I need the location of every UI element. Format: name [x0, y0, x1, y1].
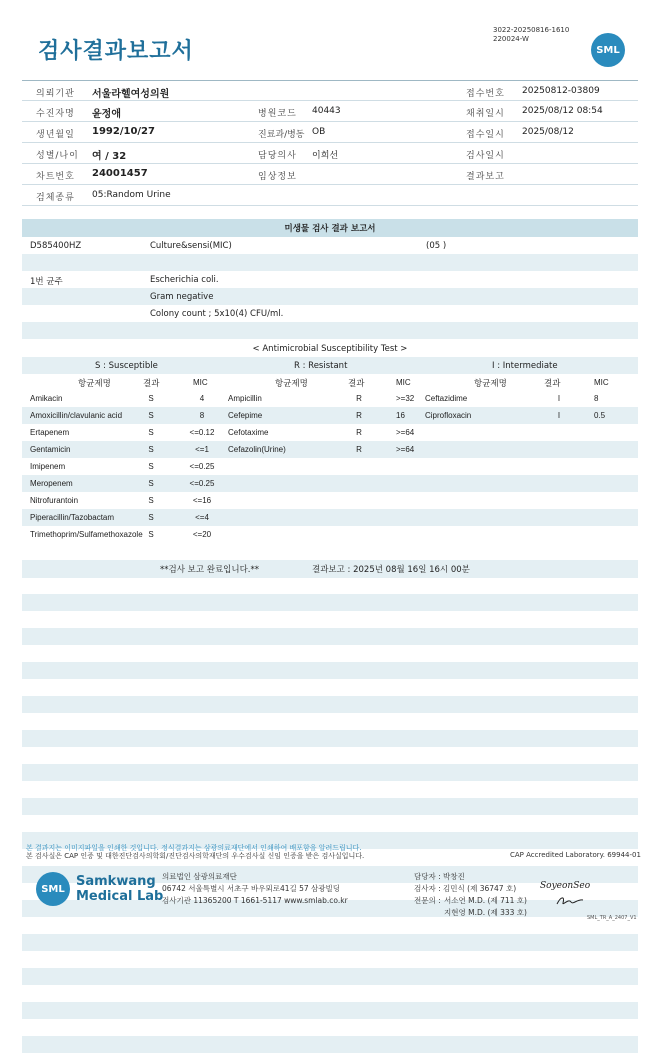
ast-title: < Antimicrobial Susceptibility Test > — [252, 344, 408, 354]
legend-resistant: R : Resistant — [294, 361, 348, 371]
drug-name: Cefepime — [228, 411, 263, 420]
result: R — [356, 411, 362, 420]
mic-value: 8 — [594, 394, 599, 403]
hospital-label: 의뢰기관 — [36, 89, 75, 99]
micro-section-title: 미생물 검사 결과 보고서 — [284, 224, 376, 234]
band — [22, 934, 638, 951]
mic-value: >=64 — [396, 445, 415, 454]
drug-name: Ampicillin — [228, 394, 262, 403]
band — [22, 798, 638, 815]
image-notice: 본 결과지는 이미지파일을 인쇄한 것입니다. 정식결과지는 삼광의료재단에서 인쇄하여 배포함을 알려드립니다. — [26, 844, 362, 852]
drug-name: Meropenem — [30, 479, 73, 488]
col-result-s: 결과 — [143, 379, 160, 389]
org-info — [162, 871, 348, 907]
result: S — [148, 411, 154, 420]
brand-line1: Samkwang — [76, 874, 156, 889]
hosp-code-value: 40443 — [312, 106, 341, 116]
specimen-value: 05:Random Urine — [92, 190, 171, 200]
signature-1: SoyeonSeo — [540, 881, 591, 891]
col-result-r: 결과 — [348, 379, 365, 389]
band — [22, 696, 638, 713]
document-id-line2: 220024-W — [493, 35, 529, 43]
band — [22, 254, 638, 271]
result: S — [148, 530, 154, 539]
dept-value: OB — [312, 127, 326, 137]
result: R — [356, 428, 362, 437]
mic-value: 8 — [199, 411, 205, 420]
band — [22, 288, 638, 305]
org-address: 06742 서울특별시 서초구 바우뫼로41길 57 삼광빌딩 — [162, 884, 341, 893]
mic-value: <=20 — [192, 530, 212, 539]
test-code: D585400HZ — [30, 241, 82, 251]
band — [22, 322, 638, 339]
mic-value: 0.5 — [594, 411, 606, 420]
drug-name: Amoxicillin/clavulanic acid — [30, 411, 123, 420]
drug-name: Ertapenem — [30, 428, 70, 437]
colony-count: Colony count ; 5x10(4) CFU/ml. — [150, 309, 284, 319]
hosp-code-label: 병원코드 — [258, 109, 297, 119]
mic-value: 4 — [199, 394, 205, 403]
result: S — [148, 428, 154, 437]
signers — [414, 871, 527, 919]
info-row-5 — [22, 164, 638, 185]
report-label: 결과보고 — [466, 172, 505, 182]
mic-value: <=16 — [192, 496, 212, 505]
form-id: SML_TR_A_2407_V1 — [587, 915, 637, 921]
band — [22, 968, 638, 985]
gram-stain: Gram negative — [150, 292, 214, 302]
result: S — [148, 479, 154, 488]
result: S — [148, 394, 154, 403]
birth-label: 생년월일 — [36, 130, 75, 140]
org-contact: 검사기관 11365200 T 1661-5117 www.smlab.co.kr — [162, 896, 348, 905]
org-name: 의료법인 삼광의료재단 — [162, 872, 237, 881]
signature-2 — [555, 894, 585, 908]
drug-name: Gentamicin — [30, 445, 71, 454]
document-id — [493, 26, 569, 44]
receipt-dt-label: 접수일시 — [466, 130, 505, 140]
mic-value: <=0.25 — [189, 479, 215, 488]
result: S — [148, 445, 154, 454]
col-drug-i: 항균제명 — [474, 379, 507, 389]
hospital-value: 서울라헬여성의원 — [92, 89, 170, 100]
result: R — [356, 445, 362, 454]
dept-label: 진료과/병동 — [258, 130, 305, 140]
mic-value: <=0.25 — [189, 462, 215, 471]
specialist-label: 전문의 : — [414, 896, 441, 905]
band — [22, 509, 638, 526]
report-time: 결과보고 : 2025년 08월 16일 16시 00분 — [312, 565, 470, 575]
doctor-label: 담당의사 — [258, 151, 297, 161]
result: S — [148, 496, 154, 505]
clinical-label: 임상정보 — [258, 172, 297, 182]
drug-name: Cefotaxime — [228, 428, 269, 437]
patient-label: 수진자명 — [36, 109, 75, 119]
result: I — [557, 411, 561, 420]
organism-label: 1번 균주 — [30, 277, 63, 287]
specialists-block — [414, 895, 527, 919]
specimen-label: 검체종류 — [36, 193, 75, 203]
mic-value: <=1 — [195, 445, 209, 454]
specialist-1: 서소연 M.D. (제 711 호) — [444, 896, 527, 905]
col-result-i: 결과 — [544, 379, 561, 389]
band — [22, 1036, 638, 1053]
test-sub-code: (05 ) — [426, 241, 447, 251]
sexage-value: 여 / 32 — [92, 151, 127, 162]
drug-name: Trimethoprim/Sulfamethoxazole — [30, 530, 143, 539]
doctor-value: 이희선 — [312, 151, 339, 161]
brand-name — [76, 874, 163, 904]
patient-value: 윤정애 — [92, 109, 121, 120]
band — [22, 1002, 638, 1019]
mic-value: >=64 — [396, 428, 415, 437]
col-mic-s: MIC — [193, 378, 208, 387]
band — [22, 764, 638, 781]
sexage-label: 성별/나이 — [36, 151, 79, 161]
info-row-6 — [22, 185, 638, 206]
band — [22, 441, 638, 458]
accreditation-notice: 본 검사실은 CAP 인증 및 대한진단검사의학회/진단검사의학재단의 우수검사실 신임 인증을 받은 검사실입니다. — [26, 852, 365, 860]
col-mic-i: MIC — [594, 378, 609, 387]
band — [22, 628, 638, 645]
test-name: Culture&sensi(MIC) — [150, 241, 232, 251]
chart-value: 24001457 — [92, 168, 148, 179]
sml-logo: SML — [591, 33, 625, 67]
document-id-line1: 3022-20250816-1610 — [493, 26, 570, 34]
band — [22, 475, 638, 492]
mic-value: 16 — [396, 411, 405, 420]
specialist-2: 지현영 M.D. (제 333 호) — [444, 908, 527, 917]
col-drug-r: 항균제명 — [275, 379, 308, 389]
receipt-no-value: 20250812-03809 — [522, 86, 600, 96]
drug-name: Cefazolin(Urine) — [228, 445, 286, 454]
sml-footer-logo: SML — [36, 872, 70, 906]
info-row-4 — [22, 143, 638, 164]
receipt-dt-value: 2025/08/12 — [522, 127, 574, 137]
report-title: 검사결과보고서 — [38, 39, 194, 64]
drug-name: Amikacin — [30, 394, 63, 403]
organism-name: Escherichia coli. — [150, 275, 219, 285]
manager: 담당자 : 박창진 — [414, 872, 465, 881]
result: S — [148, 513, 154, 522]
collect-dt-value: 2025/08/12 08:54 — [522, 106, 603, 116]
completion-text: **검사 보고 완료입니다.** — [160, 565, 260, 575]
collect-dt-label: 채취일시 — [466, 109, 505, 119]
col-mic-r: MIC — [396, 378, 411, 387]
result: I — [557, 394, 561, 403]
info-row-3 — [22, 122, 638, 143]
band — [22, 730, 638, 747]
drug-name: Imipenem — [30, 462, 66, 471]
col-drug-s: 항균제명 — [78, 379, 111, 389]
band — [22, 662, 638, 679]
drug-name: Nitrofurantoin — [30, 496, 79, 505]
drug-name: Piperacillin/Tazobactam — [30, 513, 115, 522]
drug-name: Ciprofloxacin — [425, 411, 472, 420]
test-dt-label: 검사일시 — [466, 151, 505, 161]
mic-value: >=32 — [396, 394, 415, 403]
legend-susceptible: S : Susceptible — [95, 361, 158, 371]
drug-name: Ceftazidime — [425, 394, 468, 403]
birth-value: 1992/10/27 — [92, 126, 155, 137]
receipt-no-label: 접수번호 — [466, 89, 505, 99]
result: S — [148, 462, 154, 471]
mic-value: <=4 — [195, 513, 209, 522]
tester: 검사자 : 김민식 (제 36747 호) — [414, 884, 517, 893]
info-row-2 — [22, 101, 638, 122]
legend-intermediate: I : Intermediate — [492, 361, 558, 371]
result: R — [356, 394, 362, 403]
info-row-1 — [22, 80, 638, 101]
cap-accreditation: CAP Accredited Laboratory. 69944-01 — [510, 851, 641, 859]
mic-value: <=0.12 — [189, 428, 215, 437]
band — [22, 594, 638, 611]
brand-line2: Medical Lab — [76, 889, 164, 904]
chart-label: 차트번호 — [36, 172, 75, 182]
